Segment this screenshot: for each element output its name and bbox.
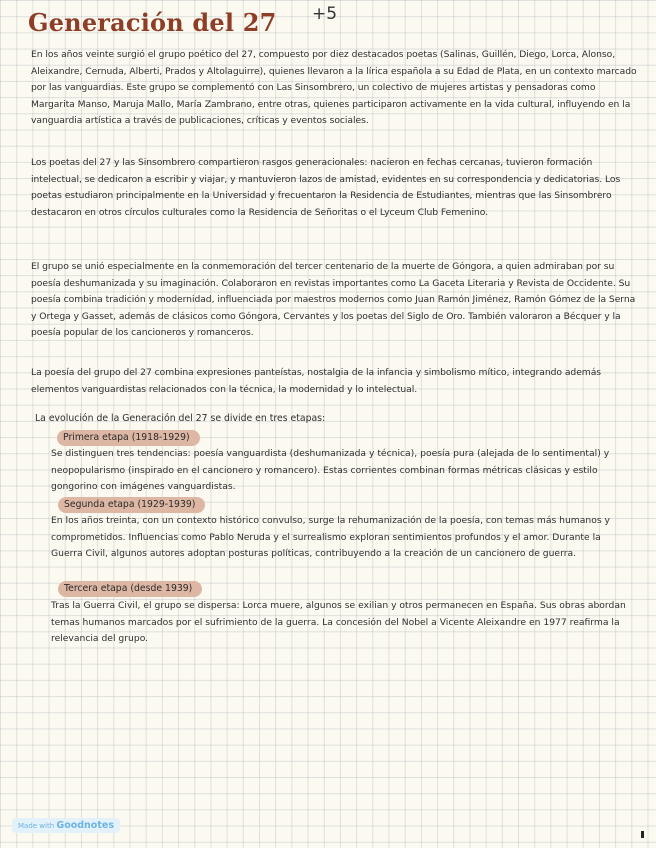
evolution-intro: La evolución de la Generación del 27 se divide en tres etapas: — [35, 413, 326, 424]
stage-heading-third: Tercera etapa (desde 1939) — [58, 581, 202, 597]
watermark-prefix: Made with — [18, 822, 55, 830]
goodnotes-watermark — [12, 818, 120, 833]
paragraph-generational-traits: Los poetas del 27 y las Sinsombrero compartieron rasgos generacionales: nacieron en fechas cercanas, tuvieron formación intelectual, se dedicaron a escribir y viajar, y mantuvieron lazos de amistad, evidentes en su correspondencia y dedicatorias. Los poetas estudiaron principalmente en la Universidad y frecuentaron la Residencia de Estudiantes, mientras que las Sinsombrero destacaron en otros círculos culturales como la Residencia de Señoritas o el Lyceum Club Femenino. — [31, 157, 621, 218]
stage-heading-first: Primera etapa (1918-1929) — [57, 430, 200, 446]
stage-text-second-body: En los años treinta, con un contexto histórico convulso, surge la rehumanización de la poesía, con temas más humanos y comprometidos. Influencias como Pablo Neruda y el surrealismo exploran sentimientos profundos y el amor. Durante la Guerra Civil, algunos autores adoptan posturas políticas, contribuyendo a la creación de un cancionero de guerra. — [51, 515, 610, 559]
stage-text-first — [35, 446, 635, 496]
watermark-brand: Goodnotes — [56, 820, 114, 831]
handwritten-score: +5 — [312, 4, 338, 24]
stage-text-first-body: Se distinguen tres tendencias: poesía vanguardista (deshumanizada y técnica), poesía pura (alejada de lo sentimental) y neopopularismo (inspirado en el cancionero y romancero). Estas corrientes combinan formas métricas clásicas y estilo gongorino con imágenes vanguardistas. — [51, 448, 610, 492]
stage-heading-second: Segunda etapa (1929-1939) — [58, 497, 205, 513]
paragraph-intro: En los años veinte surgió el grupo poético del 27, compuesto por diez destacados poetas (Salinas, Guillén, Diego, Lorca, Alonso, Aleixandre, Cernuda, Alberti, Prados y Altolaguirre), quienes llevaron a la lírica española a su Edad de Plata, en un contexto marcado por las vanguardias. Este grupo se complementó con Las Sinsombrero, un colectivo de mujeres artistas y pensadoras como Margarita Manso, Maruja Mallo, María Zambrano, entre otras, quienes participaron activamente en la vida cultural, influyendo en la vanguardia artística a través de publicaciones, críticas y eventos sociales. — [31, 49, 637, 126]
stage-text-third-body: Tras la Guerra Civil, el grupo se dispersa: Lorca muere, algunos se exilian y otros permanecen en España. Sus obras abordan temas humanos marcados por el sufrimiento de la guerra. La concesión del Nobel a Vicente Aleixandre en 1977 reafirma la relevancia del grupo. — [51, 600, 626, 644]
paragraph-gongora-influence: El grupo se unió especialmente en la conmemoración del tercer centenario de la muerte de Góngora, a quien admiraban por su poesía deshumanizada y su imaginación. Colaboraron en revistas importantes como La Gaceta Literaria y Revista de Occidente. Su poesía combina tradición y modernidad, influenciada por maestros modernos como Juan Ramón Jiménez, Ramón Gómez de la Serna y Ortega y Gasset, además de clásicos como Góngora, Cervantes y los poetas del Siglo de Oro. También valoraron a Bécquer y la poesía popular de los cancioneros y romanceros. — [31, 261, 636, 338]
page-title: Generación del 27 — [28, 8, 277, 37]
paragraph-poetic-features: La poesía del grupo del 27 combina expresiones panteístas, nostalgia de la infancia y simbolismo mítico, integrando además elementos vanguardistas relacionados con la técnica, la modernidad y lo intelectual. — [31, 367, 602, 395]
page-corner-mark — [641, 831, 644, 838]
stage-text-second — [35, 513, 635, 563]
stage-text-third — [35, 598, 635, 648]
